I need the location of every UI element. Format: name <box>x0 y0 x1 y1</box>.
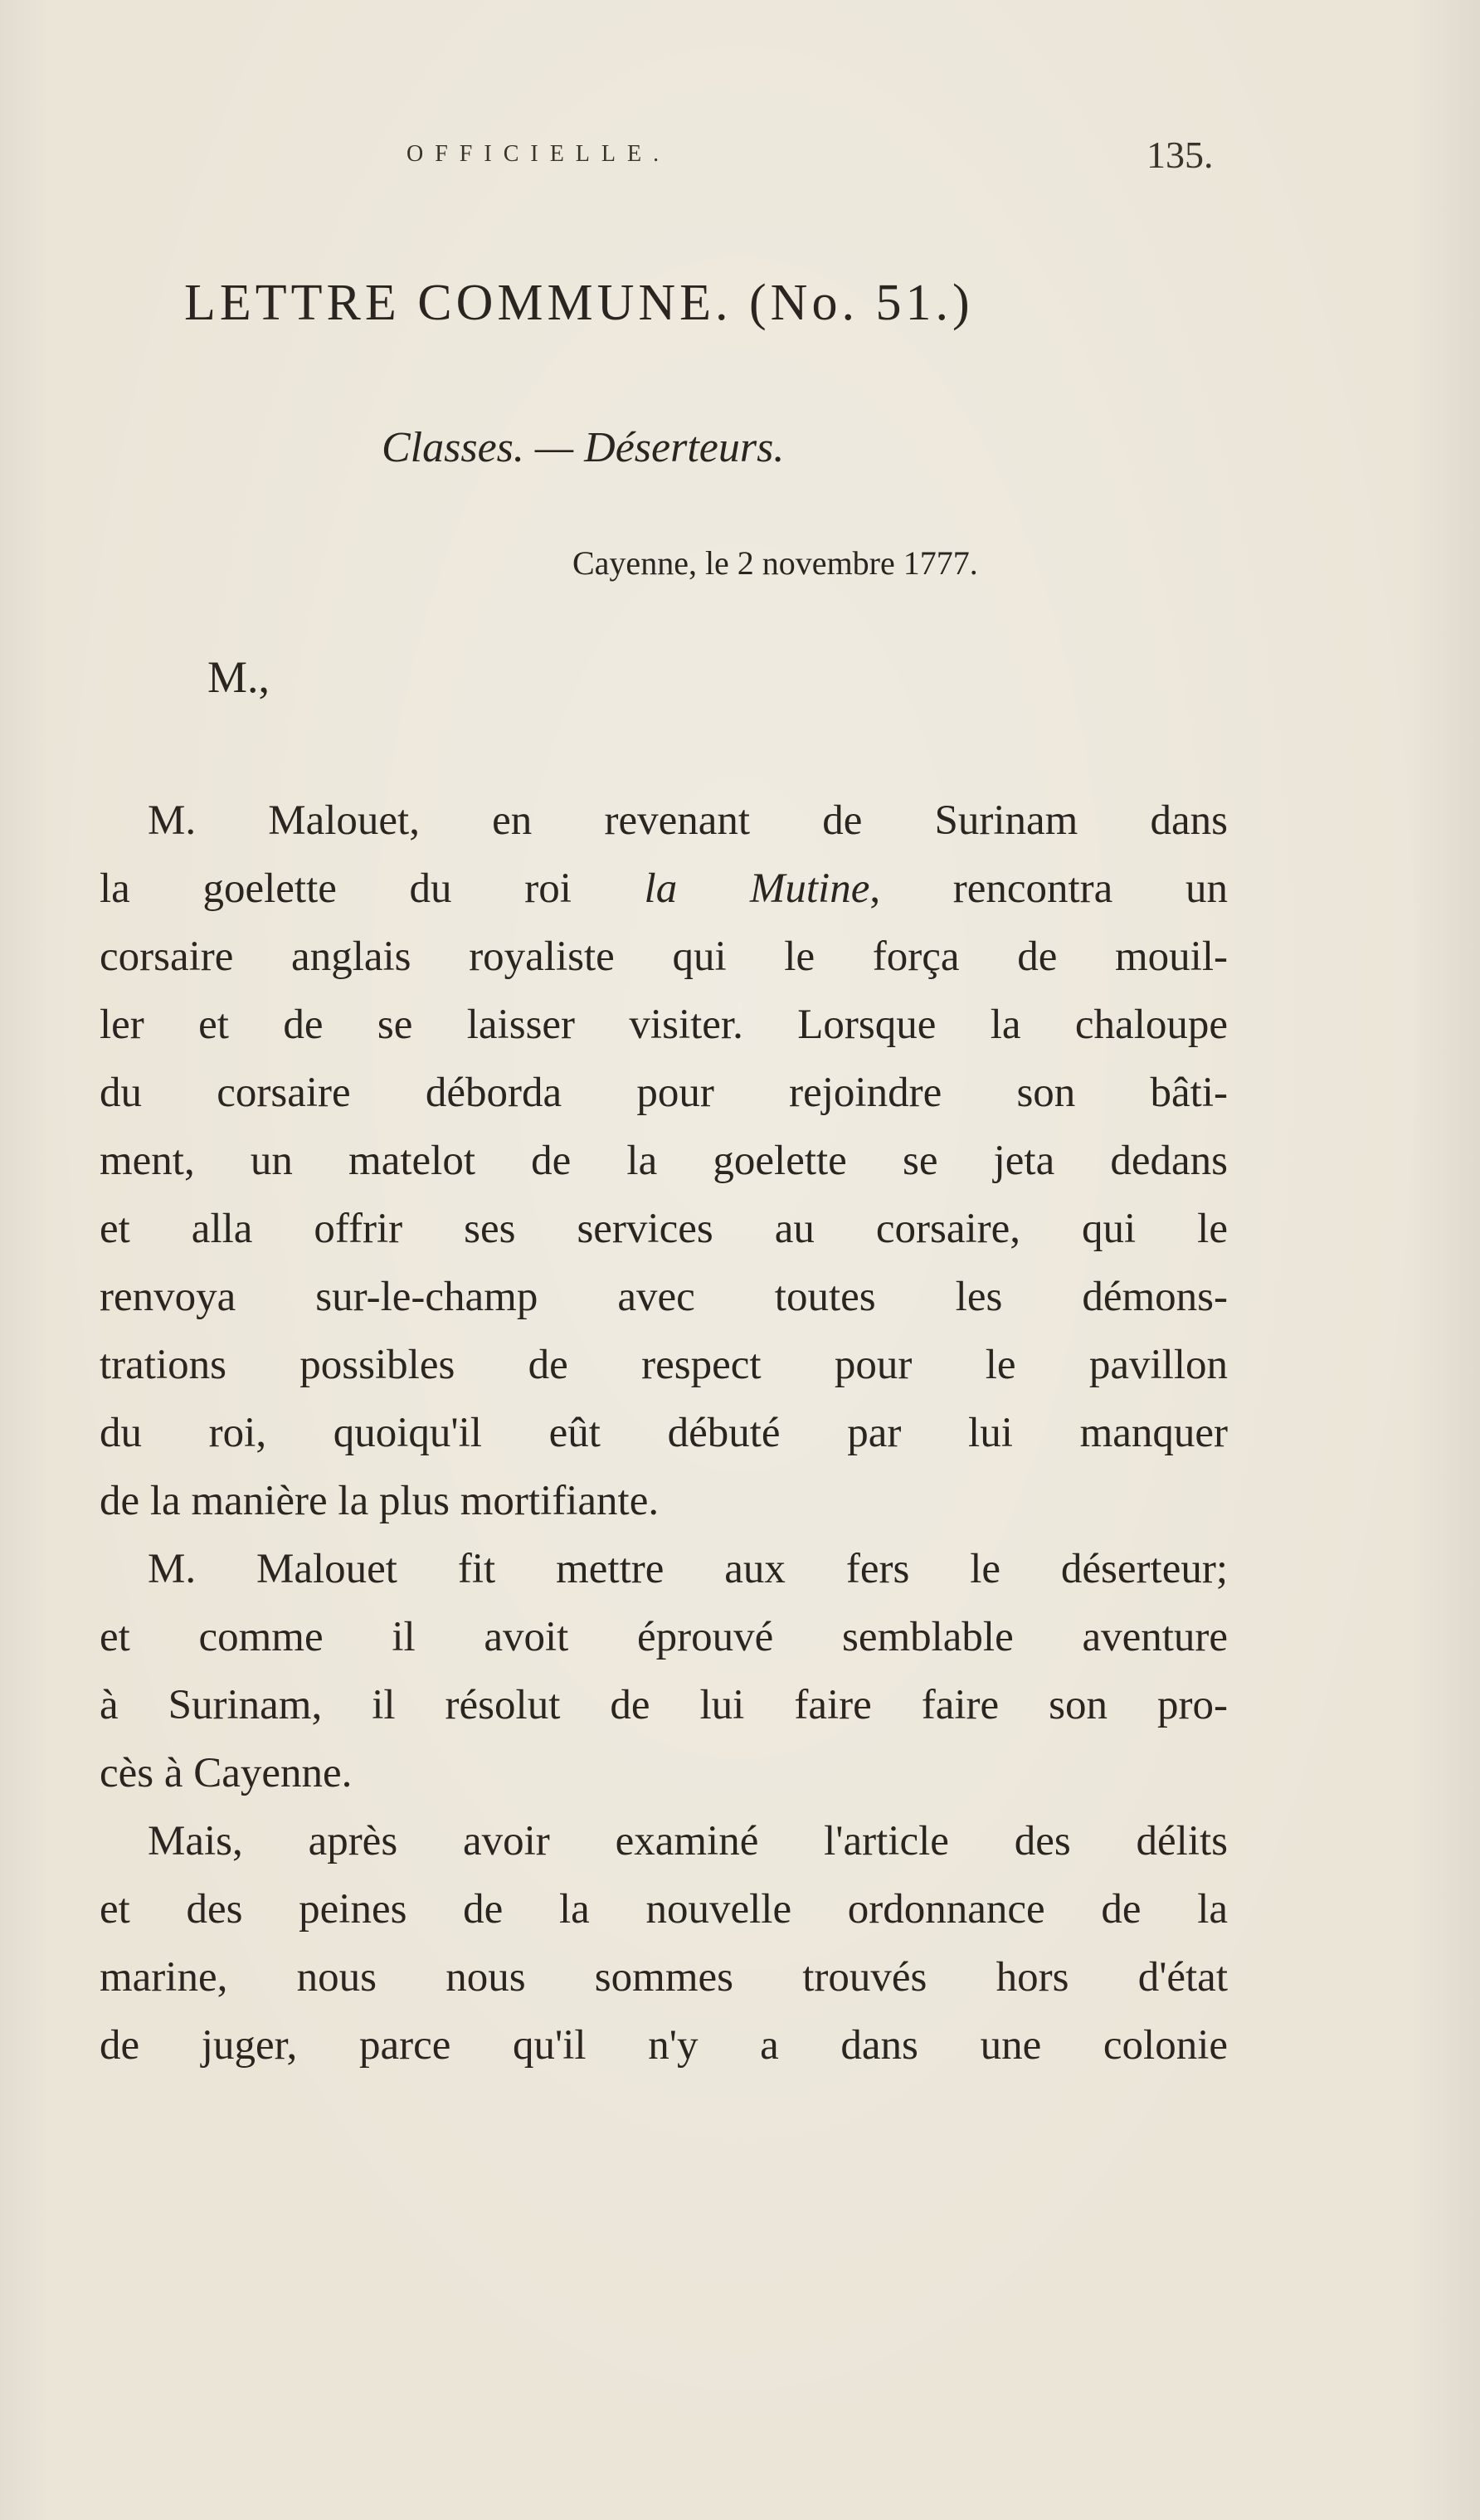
body-line: M. Malouet, en revenant de Surinam dans <box>148 797 1228 844</box>
body-line: ler et de se laisser visiter. Lorsque la chaloupe <box>100 1002 1228 1048</box>
body-line: renvoya sur-le-champ avec toutes les démons- <box>100 1274 1228 1320</box>
body-line-segment: , rencontra un <box>869 865 1228 912</box>
running-head: OFFICIELLE. <box>407 141 671 167</box>
letter-title: LETTRE COMMUNE. (No. 51.) <box>184 275 974 331</box>
letter-salutation: M., <box>207 652 270 702</box>
body-line: et des peines de la nouvelle ordonnance de la <box>100 1886 1228 1933</box>
body-line: ment, un matelot de la goelette se jeta dedans <box>100 1138 1228 1184</box>
body-line: trations possibles de respect pour le pavillon <box>100 1342 1228 1388</box>
body-line: et alla offrir ses services au corsaire, qui le <box>100 1206 1228 1252</box>
ship-name: la Mutine <box>644 865 870 912</box>
letter-body <box>100 787 1228 2079</box>
body-line: à Surinam, il résolut de lui faire faire son pro- <box>100 1682 1228 1728</box>
body-line: et comme il avoit éprouvé semblable aventure <box>100 1614 1228 1660</box>
body-line: de juger, parce qu'il n'y a dans une colonie <box>100 2022 1228 2069</box>
body-line: Mais, après avoir examiné l'article des délits <box>148 1818 1228 1864</box>
letter-dateline: Cayenne, le 2 novembre 1777. <box>572 544 978 582</box>
body-line: de la manière la plus mortifiante. <box>100 1478 660 1524</box>
body-line: M. Malouet fit mettre aux fers le déserteur; <box>148 1546 1228 1592</box>
page-number: 135. <box>1147 134 1214 176</box>
body-line: du corsaire déborda pour rejoindre son bâti- <box>100 1070 1228 1116</box>
body-line: marine, nous nous sommes trouvés hors d'état <box>100 1954 1228 2001</box>
body-line: du roi, quoiqu'il eût débuté par lui manquer <box>100 1410 1228 1456</box>
letter-subtitle: Classes. — Déserteurs. <box>382 424 785 471</box>
body-line <box>100 855 1228 923</box>
body-line: cès à Cayenne. <box>100 1750 353 1796</box>
body-line: corsaire anglais royaliste qui le força de mouil- <box>100 933 1228 980</box>
body-line-segment: la goelette du roi <box>100 865 645 912</box>
